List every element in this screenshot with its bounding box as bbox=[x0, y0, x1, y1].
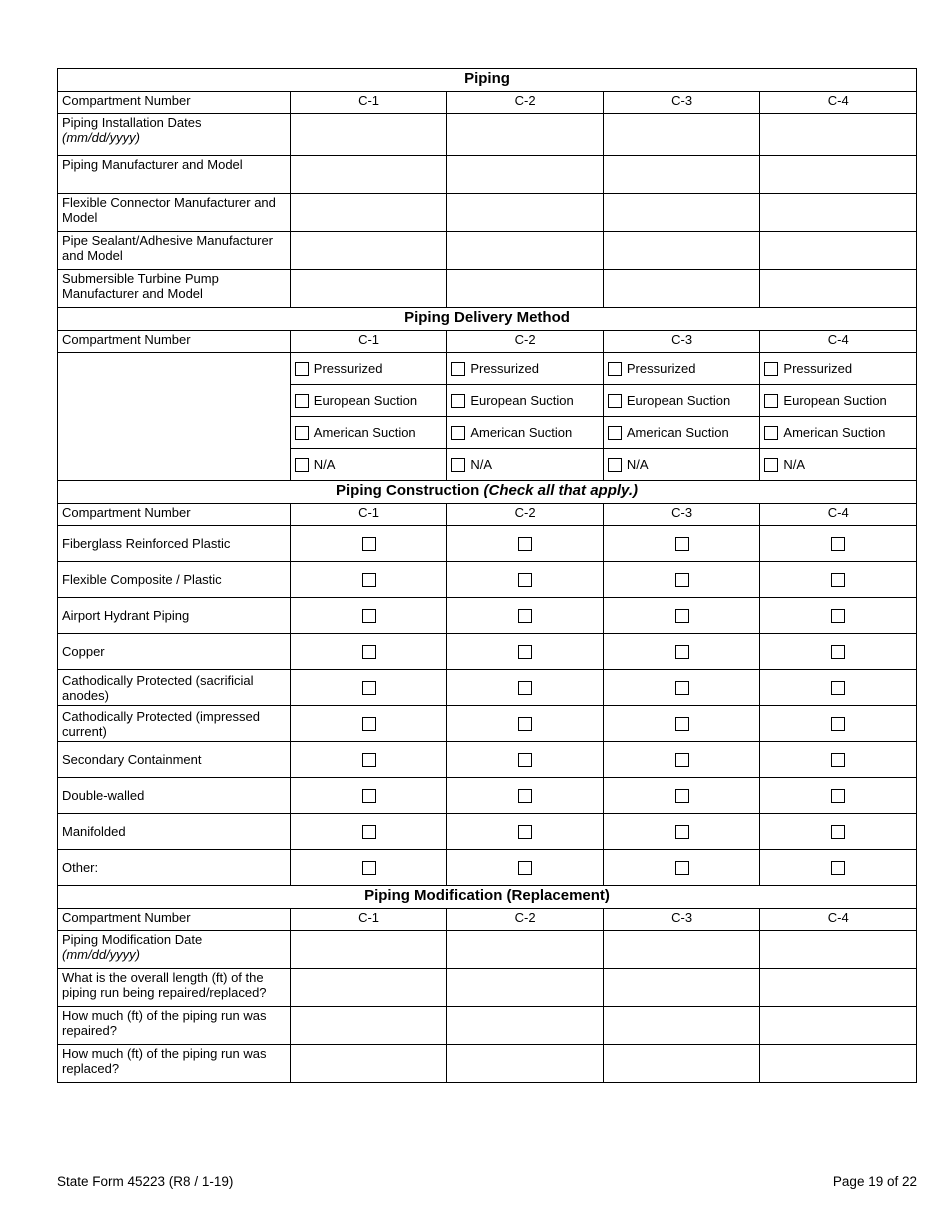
delivery-blank-cell bbox=[58, 353, 291, 481]
option-label: N/A bbox=[470, 456, 492, 472]
checkbox[interactable] bbox=[831, 825, 845, 839]
checkbox-cell bbox=[603, 670, 760, 706]
na-checkbox[interactable] bbox=[764, 458, 778, 472]
delivery-option-cell bbox=[760, 417, 917, 449]
section-row-construction bbox=[58, 481, 917, 504]
piping-form-table bbox=[57, 68, 917, 1083]
american-suction-checkbox[interactable] bbox=[608, 426, 622, 440]
checkbox-cell bbox=[760, 850, 917, 886]
checkbox-cell bbox=[760, 670, 917, 706]
input-cell[interactable] bbox=[603, 194, 760, 232]
option-label: N/A bbox=[313, 456, 336, 472]
pressurized-checkbox[interactable] bbox=[608, 362, 622, 376]
input-cell[interactable] bbox=[603, 270, 760, 308]
checkbox[interactable] bbox=[362, 645, 376, 659]
input-cell[interactable] bbox=[603, 114, 760, 156]
table-row bbox=[58, 670, 917, 706]
option-label: American Suction bbox=[783, 424, 886, 440]
option-label: Pressurized bbox=[313, 360, 383, 376]
input-cell[interactable] bbox=[447, 194, 604, 232]
delivery-option-cell bbox=[760, 449, 917, 481]
compartment-number-label: Compartment Number bbox=[58, 92, 291, 114]
checkbox[interactable] bbox=[518, 645, 532, 659]
compartment-header-c2: C-2 bbox=[447, 92, 604, 114]
checkbox-cell bbox=[603, 814, 760, 850]
row-label: How much (ft) of the piping run was replaced? bbox=[58, 1045, 291, 1083]
checkbox[interactable] bbox=[518, 537, 532, 551]
row-label: Manifolded bbox=[58, 814, 291, 850]
checkbox-cell bbox=[447, 670, 604, 706]
compartment-header-c1: C-1 bbox=[290, 331, 447, 353]
table-row bbox=[58, 931, 917, 969]
checkbox-cell bbox=[447, 742, 604, 778]
compartment-header-row bbox=[58, 909, 917, 931]
input-cell[interactable] bbox=[447, 1007, 604, 1045]
page-number: Page 19 of 22 bbox=[832, 1174, 917, 1189]
input-cell[interactable] bbox=[760, 114, 917, 156]
section-row-modification bbox=[58, 886, 917, 909]
row-label: Flexible Connector Manufacturer and Model bbox=[58, 194, 291, 232]
input-cell[interactable] bbox=[290, 969, 447, 1007]
american-suction-checkbox[interactable] bbox=[764, 426, 778, 440]
compartment-header-c4: C-4 bbox=[760, 331, 917, 353]
pressurized-checkbox[interactable] bbox=[295, 362, 309, 376]
compartment-header-c1: C-1 bbox=[290, 909, 447, 931]
input-cell[interactable] bbox=[290, 1045, 447, 1083]
row-label: Pipe Sealant/Adhesive Manufacturer and Model bbox=[58, 232, 291, 270]
input-cell[interactable] bbox=[603, 969, 760, 1007]
compartment-header-row bbox=[58, 92, 917, 114]
input-cell[interactable] bbox=[447, 969, 604, 1007]
row-label: Piping Manufacturer and Model bbox=[58, 156, 291, 194]
section-title-instruction: (Check all that apply.) bbox=[483, 482, 638, 499]
compartment-header-c3: C-3 bbox=[603, 909, 760, 931]
row-label: Submersible Turbine Pump Manufacturer and Model bbox=[58, 270, 291, 308]
table-row bbox=[58, 353, 917, 385]
option-label: Pressurized bbox=[470, 360, 539, 376]
input-cell[interactable] bbox=[760, 232, 917, 270]
checkbox-cell bbox=[290, 634, 447, 670]
checkbox[interactable] bbox=[831, 861, 845, 875]
checkbox-cell bbox=[760, 526, 917, 562]
input-cell[interactable] bbox=[760, 1045, 917, 1083]
option-label: American Suction bbox=[626, 424, 729, 440]
compartment-number-label: Compartment Number bbox=[58, 909, 291, 931]
checkbox[interactable] bbox=[362, 825, 376, 839]
input-cell[interactable] bbox=[760, 931, 917, 969]
row-label-text: Piping Installation Dates bbox=[62, 115, 202, 130]
checkbox-cell bbox=[760, 778, 917, 814]
row-label bbox=[58, 931, 291, 969]
page-footer bbox=[57, 1174, 917, 1189]
checkbox[interactable] bbox=[362, 681, 376, 695]
input-cell[interactable] bbox=[760, 969, 917, 1007]
checkbox[interactable] bbox=[831, 681, 845, 695]
option-label: European Suction bbox=[470, 392, 574, 408]
input-cell[interactable] bbox=[603, 156, 760, 194]
row-label: How much (ft) of the piping run was repaired? bbox=[58, 1007, 291, 1045]
checkbox-cell bbox=[760, 562, 917, 598]
checkbox-cell bbox=[603, 526, 760, 562]
input-cell[interactable] bbox=[760, 156, 917, 194]
input-cell[interactable] bbox=[290, 194, 447, 232]
table-row bbox=[58, 194, 917, 232]
compartment-header-c4: C-4 bbox=[760, 92, 917, 114]
checkbox[interactable] bbox=[831, 717, 845, 731]
section-row-delivery bbox=[58, 308, 917, 331]
table-row bbox=[58, 850, 917, 886]
compartment-number-label: Compartment Number bbox=[58, 331, 291, 353]
checkbox[interactable] bbox=[831, 609, 845, 623]
checkbox[interactable] bbox=[362, 753, 376, 767]
section-header-piping: Piping bbox=[58, 69, 917, 92]
checkbox[interactable] bbox=[518, 825, 532, 839]
delivery-option-cell bbox=[603, 417, 760, 449]
european-suction-checkbox[interactable] bbox=[451, 394, 465, 408]
row-label: Fiberglass Reinforced Plastic bbox=[58, 526, 291, 562]
delivery-option-cell bbox=[603, 449, 760, 481]
row-label: Secondary Containment bbox=[58, 742, 291, 778]
checkbox[interactable] bbox=[675, 825, 689, 839]
input-cell[interactable] bbox=[760, 1007, 917, 1045]
checkbox-cell bbox=[290, 670, 447, 706]
row-label-format-hint: (mm/dd/yyyy) bbox=[62, 947, 140, 962]
compartment-header-c3: C-3 bbox=[603, 92, 760, 114]
row-label-text: Piping Modification Date bbox=[62, 932, 203, 947]
compartment-number-label: Compartment Number bbox=[58, 504, 291, 526]
na-checkbox[interactable] bbox=[608, 458, 622, 472]
checkbox-cell bbox=[603, 598, 760, 634]
checkbox[interactable] bbox=[518, 717, 532, 731]
checkbox-cell bbox=[760, 706, 917, 742]
na-checkbox[interactable] bbox=[295, 458, 309, 472]
compartment-header-c2: C-2 bbox=[447, 909, 604, 931]
input-cell[interactable] bbox=[290, 1007, 447, 1045]
option-label: European Suction bbox=[626, 392, 731, 408]
row-label: Cathodically Protected (sacrificial anodes) bbox=[58, 670, 291, 706]
checkbox[interactable] bbox=[518, 681, 532, 695]
table-row bbox=[58, 232, 917, 270]
compartment-header-c4: C-4 bbox=[760, 504, 917, 526]
na-checkbox[interactable] bbox=[451, 458, 465, 472]
american-suction-checkbox[interactable] bbox=[451, 426, 465, 440]
compartment-header-c2: C-2 bbox=[447, 331, 604, 353]
input-cell[interactable] bbox=[447, 1045, 604, 1083]
checkbox-cell bbox=[603, 742, 760, 778]
delivery-option-cell bbox=[447, 385, 604, 417]
delivery-option-cell bbox=[603, 353, 760, 385]
delivery-option-cell bbox=[760, 353, 917, 385]
checkbox-cell bbox=[447, 634, 604, 670]
row-label: Airport Hydrant Piping bbox=[58, 598, 291, 634]
checkbox-cell bbox=[760, 634, 917, 670]
input-cell[interactable] bbox=[290, 270, 447, 308]
table-row bbox=[58, 969, 917, 1007]
row-label-format-hint: (mm/dd/yyyy) bbox=[62, 130, 140, 145]
input-cell[interactable] bbox=[603, 232, 760, 270]
checkbox[interactable] bbox=[675, 717, 689, 731]
option-label: Pressurized bbox=[783, 360, 853, 376]
compartment-header-row bbox=[58, 504, 917, 526]
input-cell[interactable] bbox=[447, 931, 604, 969]
checkbox[interactable] bbox=[518, 789, 532, 803]
row-label: Flexible Composite / Plastic bbox=[58, 562, 291, 598]
checkbox-cell bbox=[603, 850, 760, 886]
input-cell[interactable] bbox=[290, 156, 447, 194]
checkbox-cell bbox=[760, 598, 917, 634]
option-label: Pressurized bbox=[626, 360, 696, 376]
checkbox[interactable] bbox=[675, 645, 689, 659]
checkbox[interactable] bbox=[831, 573, 845, 587]
table-row bbox=[58, 114, 917, 156]
table-row bbox=[58, 598, 917, 634]
compartment-header-c2: C-2 bbox=[447, 504, 604, 526]
checkbox-cell bbox=[290, 706, 447, 742]
section-row-piping bbox=[58, 69, 917, 92]
checkbox[interactable] bbox=[518, 753, 532, 767]
checkbox[interactable] bbox=[675, 681, 689, 695]
checkbox[interactable] bbox=[675, 609, 689, 623]
table-row bbox=[58, 814, 917, 850]
section-header-modification: Piping Modification (Replacement) bbox=[58, 886, 917, 909]
section-title-text: Piping Construction bbox=[336, 482, 484, 499]
input-cell[interactable] bbox=[447, 270, 604, 308]
input-cell[interactable] bbox=[447, 114, 604, 156]
european-suction-checkbox[interactable] bbox=[764, 394, 778, 408]
checkbox-cell bbox=[290, 562, 447, 598]
compartment-header-row bbox=[58, 331, 917, 353]
input-cell[interactable] bbox=[603, 1007, 760, 1045]
checkbox-cell bbox=[290, 850, 447, 886]
checkbox[interactable] bbox=[675, 753, 689, 767]
input-cell[interactable] bbox=[603, 1045, 760, 1083]
option-label: N/A bbox=[783, 456, 806, 472]
input-cell[interactable] bbox=[760, 270, 917, 308]
option-label: European Suction bbox=[313, 392, 418, 408]
table-row bbox=[58, 526, 917, 562]
row-label: What is the overall length (ft) of the piping run being repaired/replaced? bbox=[58, 969, 291, 1007]
checkbox[interactable] bbox=[518, 573, 532, 587]
input-cell[interactable] bbox=[447, 232, 604, 270]
checkbox-cell bbox=[447, 850, 604, 886]
input-cell[interactable] bbox=[447, 156, 604, 194]
compartment-header-c3: C-3 bbox=[603, 504, 760, 526]
delivery-option-cell bbox=[290, 385, 447, 417]
delivery-option-cell bbox=[290, 449, 447, 481]
checkbox-cell bbox=[447, 706, 604, 742]
input-cell[interactable] bbox=[290, 232, 447, 270]
form-number: State Form 45223 (R8 / 1-19) bbox=[57, 1174, 234, 1189]
delivery-option-cell bbox=[447, 449, 604, 481]
row-label: Other: bbox=[58, 850, 291, 886]
european-suction-checkbox[interactable] bbox=[608, 394, 622, 408]
input-cell[interactable] bbox=[603, 931, 760, 969]
compartment-header-c3: C-3 bbox=[603, 331, 760, 353]
row-label: Copper bbox=[58, 634, 291, 670]
checkbox[interactable] bbox=[831, 537, 845, 551]
table-row bbox=[58, 562, 917, 598]
checkbox-cell bbox=[290, 598, 447, 634]
option-label: American Suction bbox=[470, 424, 573, 440]
checkbox-cell bbox=[603, 778, 760, 814]
table-row bbox=[58, 634, 917, 670]
section-header-construction bbox=[58, 481, 917, 504]
option-label: European Suction bbox=[783, 392, 887, 408]
checkbox[interactable] bbox=[675, 573, 689, 587]
row-label: Cathodically Protected (impressed current) bbox=[58, 706, 291, 742]
checkbox[interactable] bbox=[362, 861, 376, 875]
checkbox[interactable] bbox=[831, 789, 845, 803]
checkbox-cell bbox=[447, 598, 604, 634]
delivery-option-cell bbox=[290, 417, 447, 449]
option-label: N/A bbox=[626, 456, 649, 472]
checkbox[interactable] bbox=[362, 789, 376, 803]
checkbox-cell bbox=[603, 706, 760, 742]
delivery-option-cell bbox=[447, 353, 604, 385]
table-row bbox=[58, 1045, 917, 1083]
checkbox-cell bbox=[290, 742, 447, 778]
pressurized-checkbox[interactable] bbox=[764, 362, 778, 376]
table-row bbox=[58, 270, 917, 308]
checkbox[interactable] bbox=[362, 573, 376, 587]
checkbox[interactable] bbox=[362, 609, 376, 623]
row-label: Double-walled bbox=[58, 778, 291, 814]
checkbox-cell bbox=[603, 562, 760, 598]
checkbox-cell bbox=[760, 742, 917, 778]
table-row bbox=[58, 706, 917, 742]
compartment-header-c1: C-1 bbox=[290, 504, 447, 526]
table-row bbox=[58, 778, 917, 814]
input-cell[interactable] bbox=[760, 194, 917, 232]
checkbox[interactable] bbox=[831, 645, 845, 659]
american-suction-checkbox[interactable] bbox=[295, 426, 309, 440]
checkbox-cell bbox=[760, 814, 917, 850]
checkbox-cell bbox=[290, 778, 447, 814]
input-cell[interactable] bbox=[290, 114, 447, 156]
checkbox-cell bbox=[447, 814, 604, 850]
checkbox-cell bbox=[447, 562, 604, 598]
checkbox[interactable] bbox=[675, 789, 689, 803]
table-row bbox=[58, 1007, 917, 1045]
section-header-delivery: Piping Delivery Method bbox=[58, 308, 917, 331]
delivery-option-cell bbox=[760, 385, 917, 417]
checkbox[interactable] bbox=[675, 861, 689, 875]
checkbox-cell bbox=[290, 814, 447, 850]
delivery-option-cell bbox=[290, 353, 447, 385]
checkbox-cell bbox=[290, 526, 447, 562]
option-label: American Suction bbox=[313, 424, 416, 440]
checkbox-cell bbox=[447, 778, 604, 814]
delivery-option-cell bbox=[447, 417, 604, 449]
compartment-header-c4: C-4 bbox=[760, 909, 917, 931]
row-label bbox=[58, 114, 291, 156]
checkbox[interactable] bbox=[518, 609, 532, 623]
checkbox[interactable] bbox=[518, 861, 532, 875]
pressurized-checkbox[interactable] bbox=[451, 362, 465, 376]
checkbox[interactable] bbox=[831, 753, 845, 767]
input-cell[interactable] bbox=[290, 931, 447, 969]
compartment-header-c1: C-1 bbox=[290, 92, 447, 114]
european-suction-checkbox[interactable] bbox=[295, 394, 309, 408]
checkbox[interactable] bbox=[362, 537, 376, 551]
checkbox-cell bbox=[603, 634, 760, 670]
delivery-option-cell bbox=[603, 385, 760, 417]
table-row bbox=[58, 742, 917, 778]
checkbox[interactable] bbox=[675, 537, 689, 551]
table-row bbox=[58, 156, 917, 194]
checkbox-cell bbox=[447, 526, 604, 562]
checkbox[interactable] bbox=[362, 717, 376, 731]
